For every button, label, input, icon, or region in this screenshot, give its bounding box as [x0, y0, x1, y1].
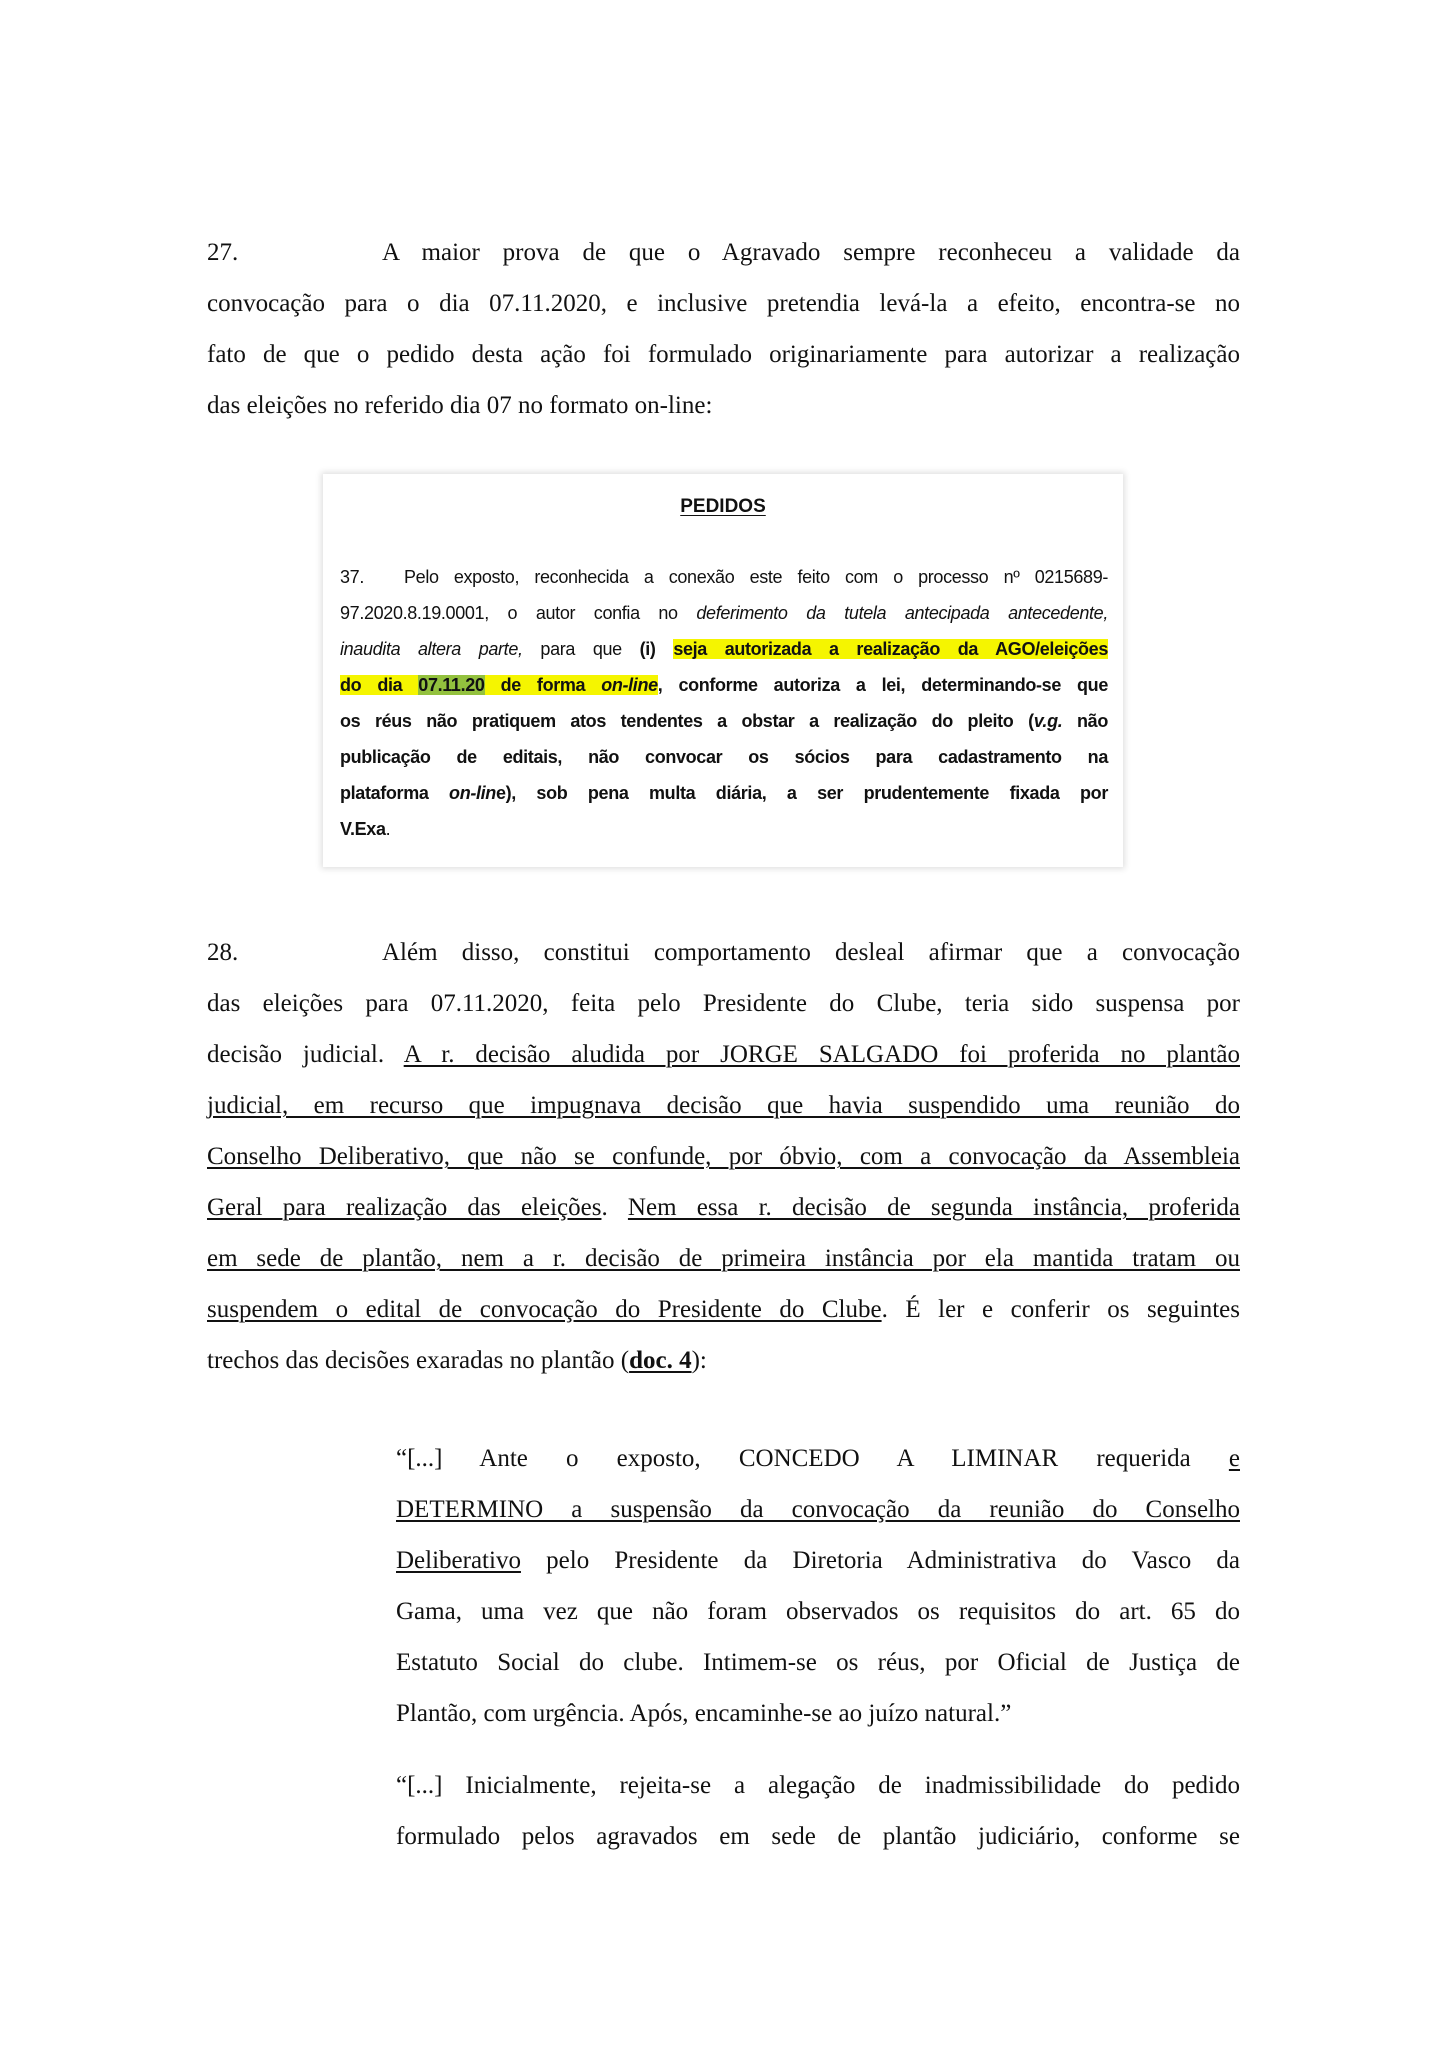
text: trechos das decisões exaradas no plantão ( — [207, 1347, 630, 1374]
highlighted-italic-text: on-line — [601, 675, 658, 695]
embedded-petition-excerpt — [323, 474, 1123, 867]
paragraph-line: em sede de plantão, nem a r. decisão de primeira instância por ela mantida tratam ou — [207, 1245, 1240, 1272]
bold-text: V.Exa — [340, 819, 386, 839]
excerpt-line — [340, 672, 1108, 708]
quote-line: Estatuto Social do clube. Intimem-se os réus, por Oficial de Justiça de — [396, 1649, 1240, 1676]
text: para que — [522, 639, 640, 659]
quote-line: DETERMINO a suspensão da convocação da reunião do Conselho — [396, 1496, 1240, 1523]
quote-line: Gama, uma vez que não foram observados os requisitos do art. 65 do — [396, 1598, 1240, 1625]
quote-line — [396, 1442, 1240, 1493]
paragraph-line — [207, 1038, 1240, 1089]
green-highlighted-date: 07.11.20 — [418, 675, 485, 695]
line-text: A maior prova de que o Agravado sempre reconheceu a validade da — [382, 239, 1240, 266]
paragraph-line — [207, 936, 1240, 987]
text: “[...] Ante o exposto, CONCEDO A LIMINAR requerida — [396, 1445, 1229, 1472]
line-text: Além disso, constitui comportamento desleal afirmar que a convocação — [382, 939, 1240, 966]
excerpt-line: publicação de editais, não convocar os sócios para cadastramento na — [340, 747, 1108, 767]
bold-italic-text: v.g. — [1033, 711, 1063, 731]
paragraph-line: convocação para o dia 07.11.2020, e inclusive pretendia levá-la a efeito, encontra-se no — [207, 290, 1240, 317]
underlined-text: suspendem o edital de convocação do Presidente do Clube — [207, 1296, 882, 1323]
paragraph-line — [207, 1344, 1240, 1395]
bold-text: plataforma — [340, 783, 450, 803]
excerpt-title: PEDIDOS — [680, 496, 766, 517]
document-reference-link[interactable]: doc. 4 — [629, 1347, 692, 1374]
bold-text: não — [1062, 711, 1108, 731]
underlined-text: Deliberativo — [396, 1547, 521, 1574]
paragraph-number: 27. — [207, 239, 239, 266]
underlined-text: e — [1228, 1445, 1240, 1472]
paragraph-27 — [207, 236, 1240, 440]
line-text: Pelo exposto, reconhecida a conexão este feito com o processo nº 0215689- — [404, 567, 1108, 587]
underlined-text: A r. decisão aludida por JORGE SALGADO foi proferida no plantão — [403, 1041, 1240, 1068]
text: pelo Presidente da Diretoria Administrativa do Vasco da — [520, 1547, 1240, 1574]
item-number: 37. — [340, 567, 364, 587]
excerpt-line — [340, 636, 1108, 672]
text: . — [385, 819, 391, 839]
text — [656, 639, 674, 659]
excerpt-line — [340, 564, 1108, 600]
text: . É ler e conferir os seguintes — [881, 1296, 1240, 1323]
underlined-text: Nem essa r. decisão de segunda instância, proferida — [627, 1194, 1240, 1221]
highlighted-text: seja autorizada a realização da AGO/eleições — [673, 639, 1109, 659]
bold-text: os réus não pratiquem atos tendentes a obstar a realização do pleito ( — [340, 711, 1034, 731]
paragraph-line — [207, 236, 1240, 287]
excerpt-line — [340, 780, 1108, 816]
text: ): — [691, 1347, 707, 1374]
paragraph-line — [207, 1293, 1240, 1344]
bold-text: e), sob pena multa diária, a ser prudentemente fixada por — [495, 783, 1108, 803]
text: 97.2020.8.19.0001, o autor confia no — [340, 603, 697, 623]
paragraph-line: das eleições no referido dia 07 no formato on-line: — [207, 392, 713, 419]
paragraph-number: 28. — [207, 939, 239, 966]
excerpt-line — [340, 600, 1108, 636]
underlined-text: Geral para realização das eleições — [207, 1194, 602, 1221]
paragraph-line: das eleições para 07.11.2020, feita pelo Presidente do Clube, teria sido suspensa por — [207, 990, 1240, 1017]
paragraph-28 — [207, 936, 1240, 1395]
bold-italic-text: on-lin — [449, 783, 496, 803]
text: decisão judicial. — [207, 1041, 404, 1068]
excerpt-line — [340, 708, 1108, 744]
quote-line: “[...] Inicialmente, rejeita-se a alegação de inadmissibilidade do pedido — [396, 1772, 1240, 1799]
highlighted-text: de forma — [484, 675, 602, 695]
excerpt-line — [340, 816, 1108, 852]
bold-text: , conforme autoriza a lei, determinando-se que — [657, 675, 1108, 695]
paragraph-line — [207, 1191, 1240, 1242]
paragraph-line: fato de que o pedido desta ação foi formulado originariamente para autorizar a realização — [207, 341, 1240, 368]
quote-line: formulado pelos agravados em sede de plantão judiciário, conforme se — [396, 1823, 1240, 1850]
excerpt-body — [340, 564, 1108, 852]
quote-line — [396, 1544, 1240, 1595]
block-quote-1 — [396, 1442, 1240, 1748]
block-quote-2 — [396, 1769, 1240, 1871]
text: . — [601, 1194, 628, 1221]
italic-text: inaudita altera parte, — [340, 639, 523, 659]
paragraph-line: Conselho Deliberativo, que não se confunde, por óbvio, com a convocação da Assembleia — [207, 1143, 1240, 1170]
highlighted-text: do dia — [340, 675, 419, 695]
italic-text: deferimento da tutela antecipada antecedente, — [696, 603, 1108, 623]
bold-text: (i) — [639, 639, 656, 659]
paragraph-line: judicial, em recurso que impugnava decisão que havia suspendido uma reunião do — [207, 1092, 1240, 1119]
quote-line: Plantão, com urgência. Após, encaminhe-se ao juízo natural.” — [396, 1700, 1012, 1727]
